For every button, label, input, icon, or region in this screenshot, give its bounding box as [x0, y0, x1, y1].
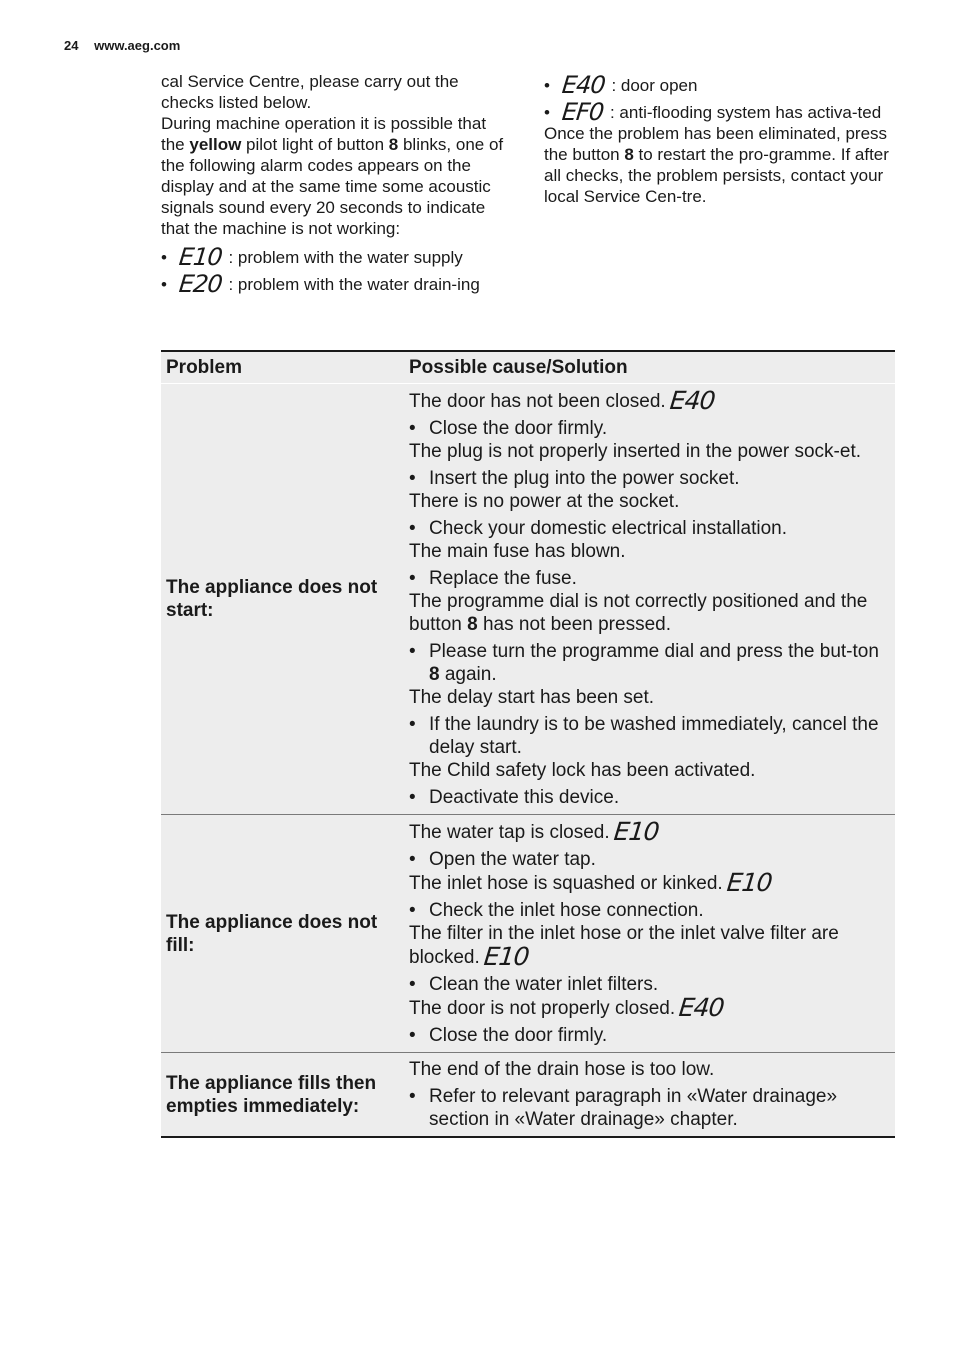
- alarm-code: E10: [482, 942, 530, 971]
- button-number: 8: [429, 664, 440, 685]
- solution-cell: [399, 1053, 895, 1138]
- cause-run: The door has not been closed.: [409, 391, 666, 412]
- alarm-code: E10: [725, 868, 773, 897]
- button-number: 8: [388, 135, 399, 154]
- bullet-icon: •: [409, 418, 416, 439]
- alarm-item-ef0: [544, 98, 896, 126]
- problem-cell: The appliance does not fill:: [161, 815, 399, 1053]
- intro-left-column: [161, 71, 506, 298]
- problem-cell: The appliance does not start:: [161, 384, 399, 815]
- cause-text: [409, 590, 885, 636]
- solution-item: [409, 899, 885, 922]
- solution-text: Close the door firmly.: [429, 418, 608, 439]
- bullet-icon: •: [409, 787, 416, 808]
- bullet-icon: •: [409, 1025, 416, 1046]
- solution-item: [409, 786, 885, 809]
- cause-run: The filter in the inlet hose or the inlet valve filter are blocked.: [409, 923, 839, 968]
- bullet-icon: •: [161, 275, 167, 294]
- solution-text: Check the inlet hose connection.: [429, 900, 704, 921]
- highlight-yellow: yellow: [189, 135, 242, 154]
- solution-item: [409, 1085, 885, 1131]
- cause-run: The programme dial is not correctly positioned and the button: [409, 591, 868, 635]
- alarm-code: E40: [668, 386, 716, 415]
- site-url: www.aeg.com: [94, 38, 181, 53]
- solution-text: Replace the fuse.: [429, 568, 577, 589]
- alarm-code: E10: [612, 817, 660, 846]
- bullet-icon: •: [409, 974, 416, 995]
- cause-run: The door is not properly closed.: [409, 998, 676, 1019]
- solution-item: [409, 713, 885, 759]
- solution-run: again.: [439, 664, 497, 685]
- bullet-icon: •: [409, 900, 416, 921]
- cause-text: The main fuse has blown.: [409, 541, 626, 562]
- text-run: pilot light of button: [241, 135, 389, 154]
- page-header: [64, 38, 180, 53]
- bullet-icon: •: [409, 568, 416, 589]
- cause-text: The delay start has been set.: [409, 687, 655, 708]
- bullet-icon: •: [544, 76, 550, 95]
- alarm-text: : problem with the water drain-ing: [228, 275, 480, 294]
- cause-text: The Child safety lock has been activated.: [409, 760, 756, 781]
- solution-text: Insert the plug into the power socket.: [429, 468, 740, 489]
- cause-text: There is no power at the socket.: [409, 491, 680, 512]
- text-run: to restart the pro-gramme. If after all checks, the problem persists, contact your local Service Cen-tre.: [544, 145, 889, 206]
- solution-text: Open the water tap.: [429, 849, 596, 870]
- solution-item: [409, 640, 885, 686]
- text-run: During machine operation it is possible that the: [161, 114, 487, 154]
- table-row: [161, 1053, 895, 1138]
- solution-cell: [399, 384, 895, 815]
- cause-text: The plug is not properly inserted in the power sock-et.: [409, 441, 862, 462]
- solution-text: Check your domestic electrical installation.: [429, 518, 787, 539]
- alarm-code: E10: [177, 243, 224, 271]
- button-number: 8: [624, 145, 634, 164]
- bullet-icon: •: [409, 849, 416, 870]
- solution-item: [409, 467, 885, 490]
- table-row: [161, 815, 895, 1053]
- solution-text: Refer to relevant paragraph in «Water drainage» section in «Water drainage» chapter.: [429, 1086, 838, 1130]
- cause-text: [409, 868, 885, 897]
- solution-text: Clean the water inlet filters.: [429, 974, 659, 995]
- cause-run: The water tap is closed.: [409, 822, 610, 843]
- cause-text: [409, 993, 885, 1022]
- intro-paragraph-1: cal Service Centre, please carry out the checks listed below.: [161, 72, 459, 112]
- solution-run: Please turn the programme dial and press the but-ton: [429, 641, 879, 662]
- solution-cell: [399, 815, 895, 1053]
- restart-paragraph: [544, 123, 896, 207]
- alarm-code: EF0: [560, 98, 605, 126]
- alarm-item-e20: [161, 270, 506, 298]
- solution-item: [409, 973, 885, 996]
- intro-right-column: [544, 71, 896, 207]
- solution-item: [409, 1024, 885, 1047]
- problem-cell: The appliance fills then empties immediately:: [161, 1053, 399, 1138]
- button-number: 8: [467, 614, 478, 635]
- page-number: 24: [64, 38, 79, 53]
- cause-text: [409, 386, 885, 415]
- cause-run: The inlet hose is squashed or kinked.: [409, 873, 723, 894]
- table-row: [161, 384, 895, 815]
- solution-item: [409, 417, 885, 440]
- bullet-icon: •: [161, 248, 167, 267]
- cause-text: [409, 817, 885, 846]
- bullet-icon: •: [409, 641, 416, 662]
- solution-text: Close the door firmly.: [429, 1025, 608, 1046]
- bullet-icon: •: [409, 518, 416, 539]
- intro-paragraph-2: [161, 113, 506, 239]
- solution-item: [409, 848, 885, 871]
- cause-run: has not been pressed.: [477, 614, 671, 635]
- cause-text: [409, 922, 885, 969]
- alarm-text: : door open: [611, 76, 698, 95]
- header-problem: Problem: [161, 351, 399, 384]
- solution-item: [409, 567, 885, 590]
- alarm-code: E40: [560, 71, 607, 99]
- alarm-text: : problem with the water supply: [228, 248, 463, 267]
- bullet-icon: •: [409, 1086, 416, 1107]
- alarm-code: E40: [677, 993, 726, 1022]
- solution-text: If the laundry is to be washed immediately, cancel the delay start.: [429, 714, 879, 758]
- text-run: Once the problem has been eliminated, press the button: [544, 124, 888, 164]
- alarm-item-e10: [161, 243, 506, 271]
- alarm-item-e40: [544, 71, 896, 99]
- header-solution: Possible cause/Solution: [399, 351, 895, 384]
- alarm-text: : anti-flooding system has activa-ted: [609, 103, 882, 122]
- text-run: blinks, one of the following alarm codes appears on the display and at the same time some acoustic signals sound every 20 seconds to indicate that the machine is not working:: [161, 135, 504, 238]
- solution-text: [429, 640, 885, 686]
- table-header-row: [161, 351, 895, 384]
- bullet-icon: •: [409, 714, 416, 735]
- bullet-icon: •: [409, 468, 416, 489]
- solution-item: [409, 517, 885, 540]
- bullet-icon: •: [544, 103, 550, 122]
- alarm-code: E20: [177, 270, 224, 298]
- troubleshooting-table: [161, 350, 895, 1138]
- solution-text: Deactivate this device.: [429, 787, 620, 808]
- cause-text: The end of the drain hose is too low.: [409, 1059, 715, 1080]
